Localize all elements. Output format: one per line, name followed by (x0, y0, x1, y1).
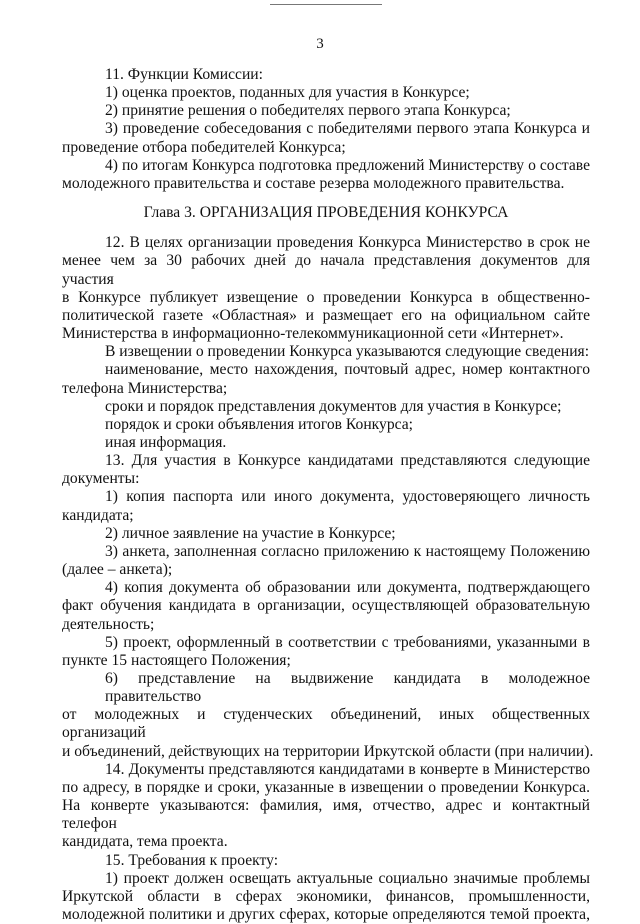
text-line: молодежного правительства и составе резерва молодежного правительства. (62, 174, 565, 192)
text-line: 14. Документы представляются кандидатами в конверте в Министерство (105, 760, 590, 778)
text-line: 15. Требования к проекту: (105, 851, 279, 869)
text-line: 2) личное заявление на участие в Конкурсе; (105, 524, 396, 542)
text-line: Министерства в информационно-телекоммуникационной сети «Интернет». (62, 325, 564, 343)
text-line: 5) проект, оформленный в соответствии с требованиями, указанными в (105, 633, 590, 651)
text-line: 1) проект должен освещать актуальные социально значимые проблемы (105, 869, 590, 887)
top-rule (270, 4, 382, 5)
text-line: (далее – анкета); (62, 561, 173, 579)
text-line: проведение отбора победителей Конкурса; (62, 138, 346, 156)
text-line: порядок и сроки объявления итогов Конкурса; (105, 415, 413, 433)
text-line: в Конкурсе публикует извещение о проведении Конкурса в общественно- (62, 288, 590, 306)
page-number: 3 (316, 36, 324, 52)
text-line: факт обучения кандидата в организации, осуществляющей образовательную (62, 597, 590, 615)
text-line: по адресу, в порядке и сроки, указанные в извещении о проведении Конкурса. (62, 778, 590, 796)
text-line: 12. В целях организации проведения Конкурса Министерство в срок не (105, 234, 590, 252)
text-line: наименование, место нахождения, почтовый адрес, номер контактного (105, 361, 590, 379)
text-line: иная информация. (105, 433, 227, 451)
text-line: В извещении о проведении Конкурса указываются следующие сведения: (105, 343, 590, 361)
text-line: кандидата, тема проекта. (62, 833, 228, 851)
text-line: пункте 15 настоящего Положения; (62, 651, 291, 669)
text-line: Иркутской области в сферах экономики, финансов, промышленности, (62, 887, 590, 905)
document-body (62, 66, 594, 924)
text-line: молодежной политики и других сферах, которые определяются темой проекта, (62, 906, 590, 924)
text-line: политической газете «Областная» и размещает его на официальном сайте (62, 306, 590, 324)
text-line: сроки и порядок представления документов для участия в Конкурсе; (105, 397, 562, 415)
text-line: кандидата; (62, 506, 134, 524)
text-line: 4) копия документа об образовании или документа, подтверждающего (105, 579, 590, 597)
text-line: 3) проведение собеседования с победителями первого этапа Конкурса и (105, 120, 590, 138)
section-heading: Глава 3. ОРГАНИЗАЦИЯ ПРОВЕДЕНИЯ КОНКУРСА (143, 204, 509, 222)
text-line: 3) анкета, заполненная согласно приложению к настоящему Положению (105, 542, 590, 560)
text-line: документы: (62, 470, 140, 488)
text-line: телефона Министерства; (62, 379, 228, 397)
text-line: менее чем за 30 рабочих дней до начала представления документов для участия (62, 252, 590, 288)
text-line: и объединений, действующих на территории Иркутской области (при наличии). (62, 742, 594, 760)
text-line: 4) по итогам Конкурса подготовка предложений Министерству о составе (105, 156, 590, 174)
text-line: деятельность; (62, 615, 155, 633)
text-line: 1) копия паспорта или иного документа, удостоверяющего личность (105, 488, 590, 506)
text-line: 1) оценка проектов, поданных для участия в Конкурсе; (105, 84, 470, 102)
text-line: 6) представление на выдвижение кандидата в молодежное правительство (105, 670, 590, 706)
text-line: 11. Функции Комиссии: (105, 66, 263, 83)
text-line: от молодежных и студенческих объединений, иных общественных организаций (62, 706, 590, 742)
text-line: 13. Для участия в Конкурсе кандидатами представляются следующие (105, 452, 590, 470)
text-line: 2) принятие решения о победителях первого этапа Конкурса; (105, 102, 511, 120)
text-line: На конверте указываются: фамилия, имя, отчество, адрес и контактный телефон (62, 797, 590, 833)
